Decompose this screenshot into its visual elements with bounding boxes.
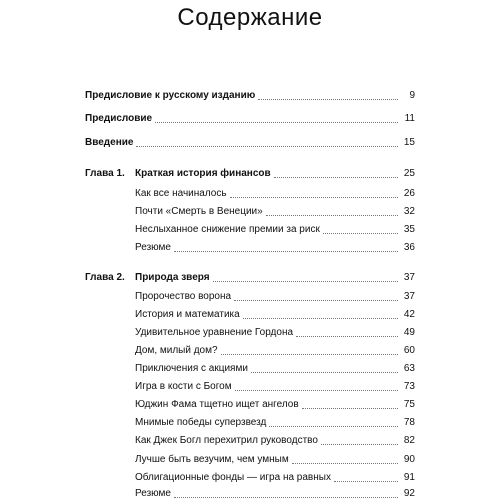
toc-entry-page: 63	[403, 363, 415, 374]
toc-entry-page: 91	[403, 472, 415, 483]
toc-entry-page: 36	[403, 242, 415, 253]
toc-entry-label: Мнимые победы суперзвезд	[135, 417, 267, 428]
dot-leader	[323, 233, 398, 234]
toc-subentry[interactable]	[0, 325, 500, 341]
toc-entry-label: Как Джек Богл перехитрил руководство	[135, 435, 318, 446]
toc-entry-page: 90	[403, 454, 415, 465]
toc-entry-preface-ru[interactable]	[0, 88, 500, 104]
toc-entry-page: 78	[403, 417, 415, 428]
toc-entry-label: Введение	[85, 137, 134, 148]
toc-entry-label: Резюме	[135, 242, 171, 253]
dot-leader	[274, 177, 398, 178]
toc-entry-label: Игра в кости с Богом	[135, 381, 232, 392]
chapter-title: Краткая история финансов	[135, 168, 271, 179]
toc-subentry[interactable]	[0, 307, 500, 323]
toc-subentry[interactable]	[0, 289, 500, 305]
page-title: Содержание	[177, 4, 323, 31]
toc-chapter-1[interactable]	[0, 166, 500, 182]
dot-leader	[243, 318, 398, 319]
toc-entry-page: 15	[403, 137, 415, 148]
toc-entry-page: 92	[403, 488, 415, 499]
toc-subentry[interactable]	[0, 343, 500, 359]
chapter-title: Природа зверя	[135, 272, 210, 283]
toc-entry-label: Как все начиналось	[135, 188, 227, 199]
dot-leader	[213, 281, 398, 282]
toc-entry-page: 42	[403, 309, 415, 320]
dot-leader	[174, 251, 398, 252]
toc-entry-label: Облигационные фонды — игра на равных	[135, 472, 331, 483]
dot-leader	[266, 215, 398, 216]
dot-leader	[251, 372, 398, 373]
toc-entry-label: Приключения с акциями	[135, 363, 248, 374]
dot-leader	[235, 390, 398, 391]
toc-entry-label: Пророчество ворона	[135, 291, 232, 302]
dot-leader	[269, 426, 398, 427]
toc-subentry[interactable]	[0, 452, 500, 468]
toc-entry-page: 75	[403, 399, 415, 410]
toc-entry-label: Предисловие к русскому изданию	[85, 90, 256, 101]
toc-entry-page: 32	[403, 206, 415, 217]
toc-entry-label: Неслыханное снижение премии за риск	[135, 224, 320, 235]
toc-entry-label: История и математика	[135, 309, 240, 320]
toc-subentry[interactable]	[0, 470, 500, 486]
dot-leader	[258, 99, 398, 100]
dot-leader	[136, 146, 398, 147]
toc-entry-page: 35	[403, 224, 415, 235]
toc-subentry[interactable]	[0, 379, 500, 395]
toc-subentry[interactable]	[0, 361, 500, 377]
chapter-number: Глава 1.	[85, 168, 125, 179]
dot-leader	[302, 408, 398, 409]
toc-subentry[interactable]	[0, 415, 500, 431]
toc-chapter-2[interactable]	[0, 270, 500, 286]
dot-leader	[221, 354, 398, 355]
toc-entry-intro[interactable]	[0, 135, 500, 151]
toc-subentry[interactable]	[0, 397, 500, 413]
toc-entry-label: Предисловие	[85, 113, 153, 124]
dot-leader	[334, 481, 398, 482]
dot-leader	[321, 444, 398, 445]
toc-entry-page: 49	[403, 327, 415, 338]
toc-entry-page: 9	[409, 90, 415, 101]
toc-entry-page: 82	[403, 435, 415, 446]
toc-subentry[interactable]	[0, 240, 500, 256]
toc-entry-label: Дом, милый дом?	[135, 345, 218, 356]
toc-entry-page: 37	[403, 291, 415, 302]
toc-entry-page: 25	[403, 168, 415, 179]
chapter-number: Глава 2.	[85, 272, 125, 283]
toc-entry-page: 60	[403, 345, 415, 356]
toc-entry-page: 11	[404, 113, 415, 124]
toc-entry-label: Резюме	[135, 488, 171, 499]
toc-entry-label: Удивительное уравнение Гордона	[135, 327, 294, 338]
toc-entry-page: 73	[403, 381, 415, 392]
toc-entry-page: 26	[403, 188, 415, 199]
toc-entry-label: Лучше быть везучим, чем умным	[135, 454, 289, 465]
dot-leader	[234, 300, 398, 301]
toc-subentry[interactable]	[0, 204, 500, 220]
toc-subentry[interactable]	[0, 222, 500, 238]
toc-entry-preface[interactable]	[0, 111, 500, 127]
toc-entry-page: 37	[403, 272, 415, 283]
toc-entry-label: Почти «Смерть в Венеции»	[135, 206, 263, 217]
dot-leader	[155, 122, 398, 123]
dot-leader	[174, 497, 398, 498]
dot-leader	[230, 197, 398, 198]
toc-entry-label: Юджин Фама тщетно ищет ангелов	[135, 399, 299, 410]
dot-leader	[296, 336, 398, 337]
toc-subentry[interactable]	[0, 433, 500, 449]
dot-leader	[292, 463, 398, 464]
toc-subentry[interactable]	[0, 186, 500, 202]
